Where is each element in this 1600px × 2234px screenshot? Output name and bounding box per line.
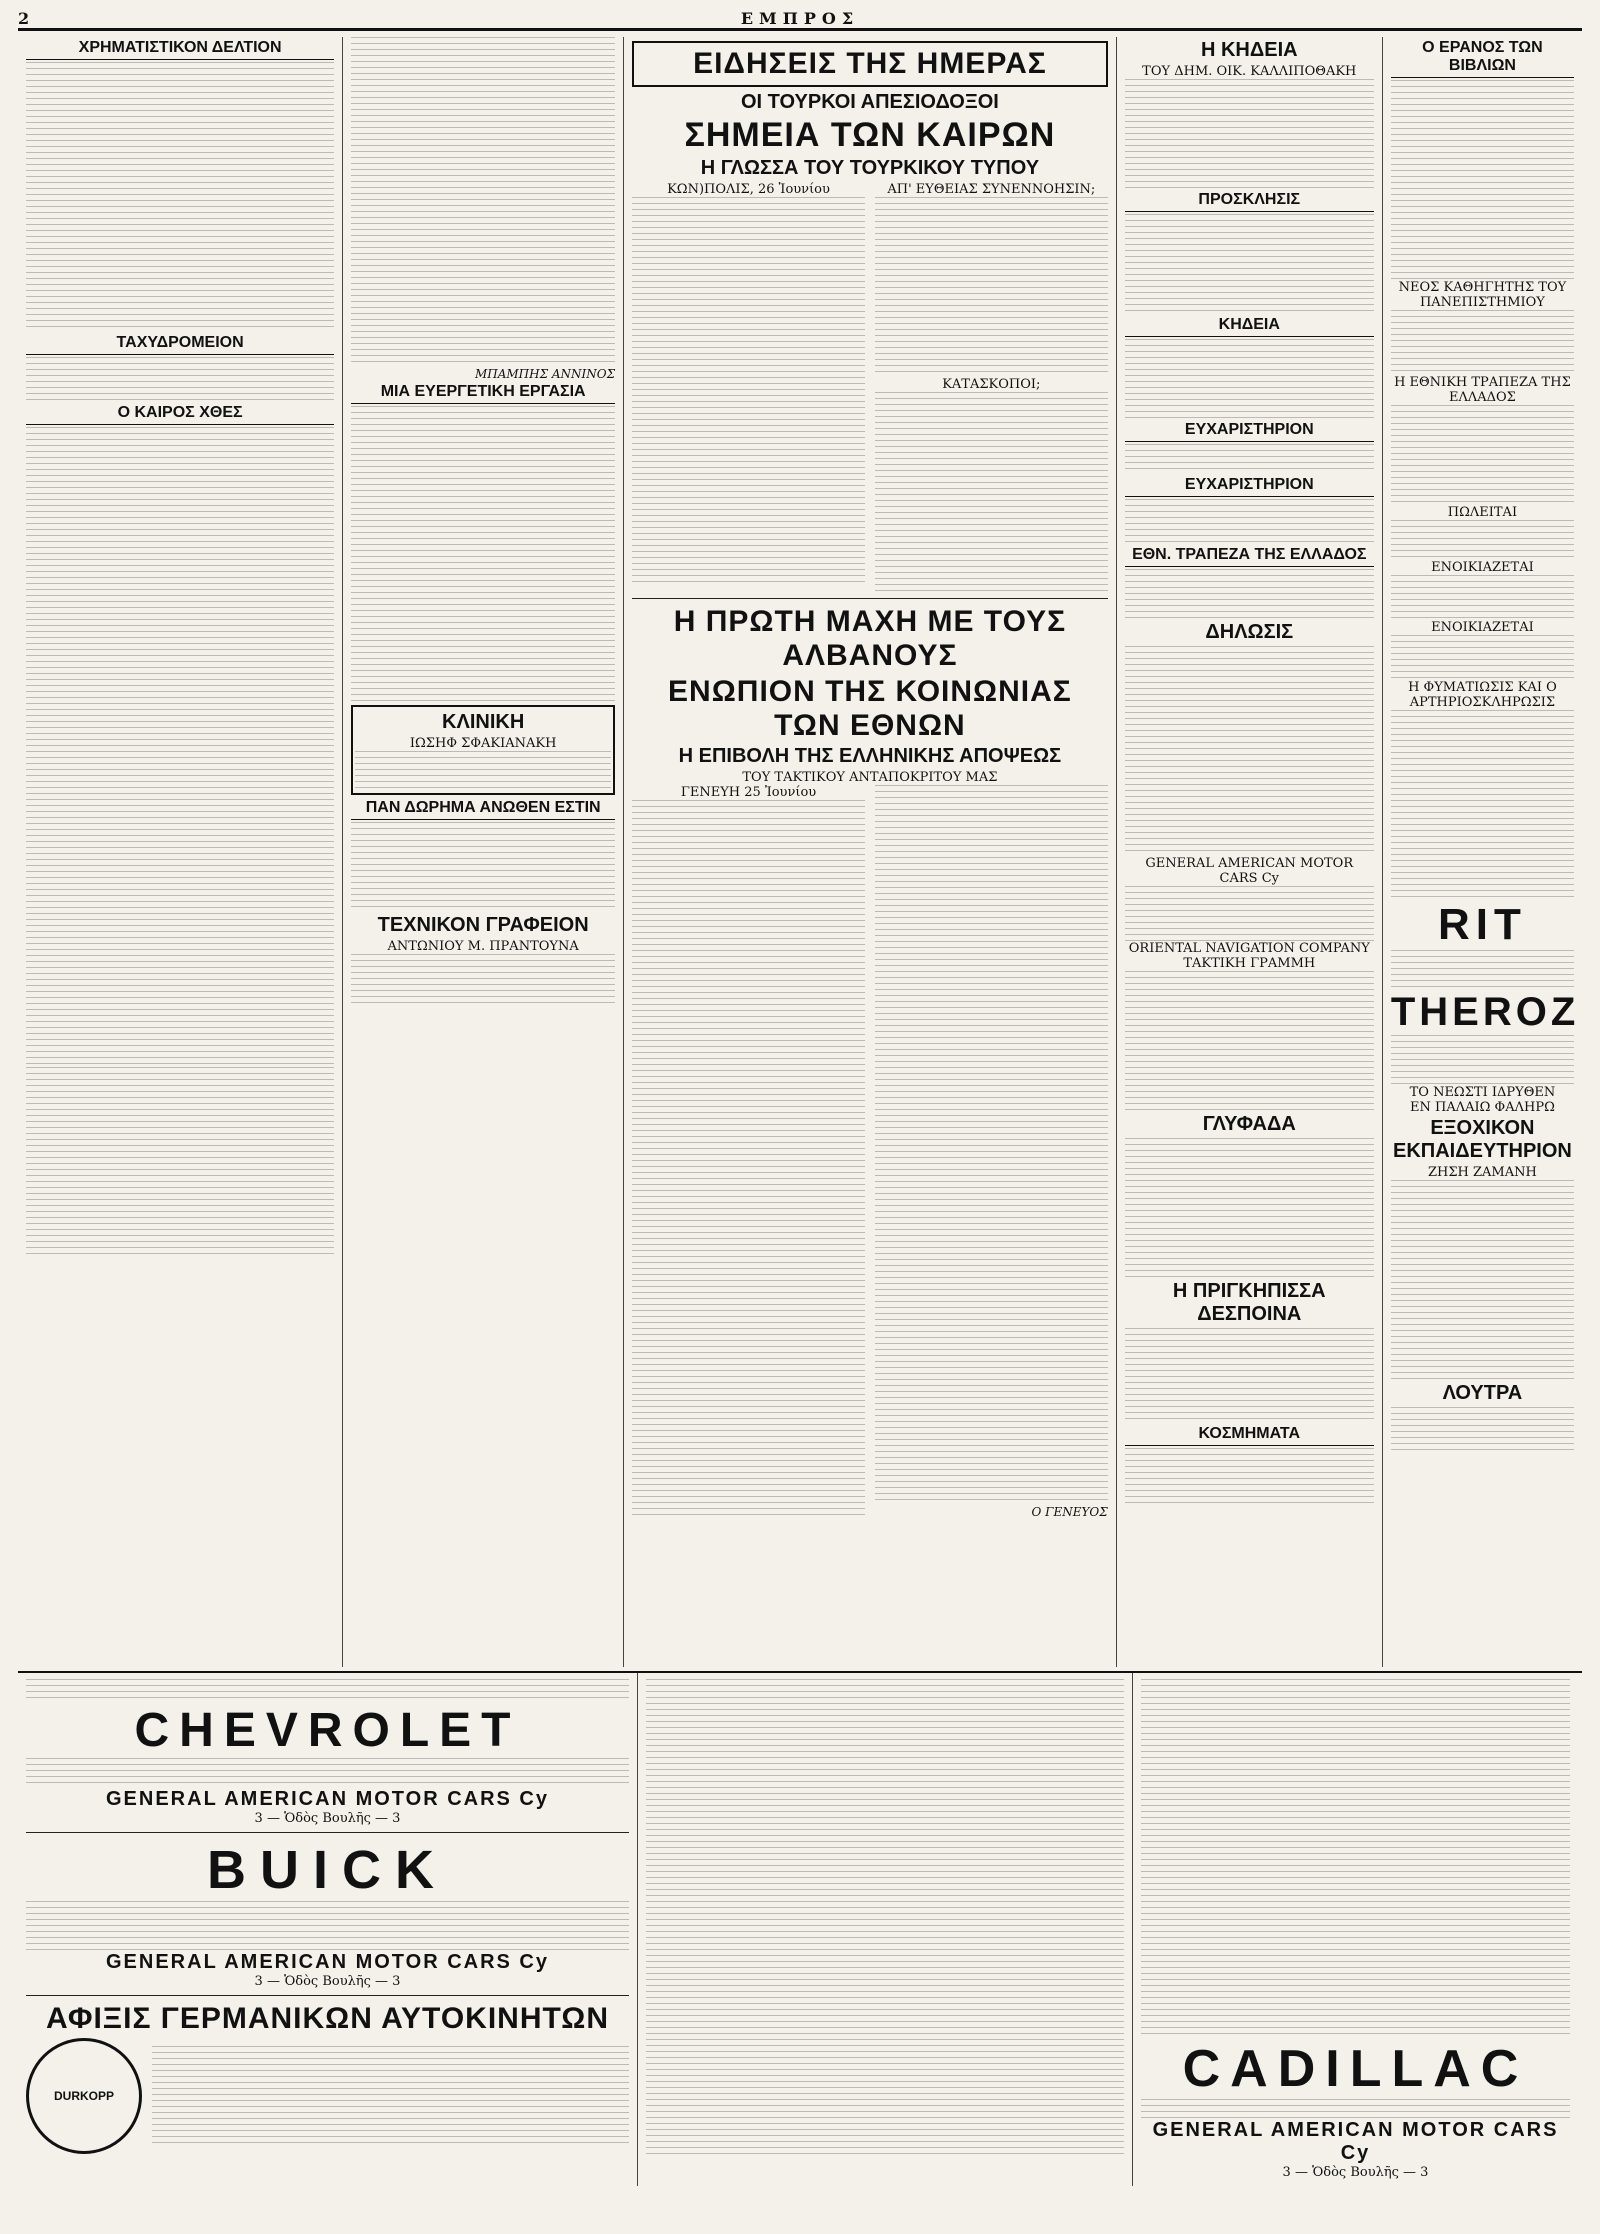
gam-ad-1: GENERAL AMERICAN MOTOR CARS Cy (106, 1788, 549, 1810)
column-a (343, 37, 624, 1667)
nations-heading: ΕΝΩΠΙΟΝ ΤΗΣ ΚΟΙΝΩΝΙΑΣ ΤΩΝ ΕΘΝΩΝ (668, 675, 1072, 742)
zamani-heading: ΖΗΣΗ ΖΑΜΑΝΗ (1427, 1165, 1537, 1180)
addr-1: 3 — Ὁδὸς Βουλῆς — 3 (254, 1811, 401, 1826)
kideia2-heading: ΚΗΔΕΙΑ (1125, 316, 1374, 337)
enoik1-heading: ΕΝΟΙΚΙΑΖΕΤΑΙ (1431, 560, 1534, 575)
masthead (18, 8, 1582, 31)
kideia-sub: ΤΟΥ ΔΗΜ. ΟΙΚ. ΚΑΛΛΙΠΟΘΑΚΗ (1142, 64, 1357, 79)
bank-heading: ΕΘΝ. ΤΡΑΠΕΖΑ ΤΗΣ ΕΛΛΑΔΟΣ (1125, 546, 1374, 567)
columns (18, 37, 1582, 1667)
page-number: 2 (18, 8, 30, 28)
addr-2: 3 — Ὁδὸς Βουλῆς — 3 (254, 1974, 401, 1989)
kliniki-heading: ΚΛΙΝΙΚΗ (442, 711, 525, 733)
enoik2-heading: ΕΝΟΙΚΙΑΖΕΤΑΙ (1431, 620, 1534, 635)
news-banner: ΕΙΔΗΣΕΙΣ ΤΗΣ ΗΜΕΡΑΣ (632, 41, 1108, 87)
signs-heading: ΣΗΜΕΙΑ ΤΩΝ ΚΑΙΡΩΝ (684, 116, 1056, 154)
taktiki-heading: ΤΑΚΤΙΚΗ ΓΡΑΜΜΗ (1183, 956, 1316, 971)
column-c (1383, 37, 1582, 1667)
direct-heading: ΑΠ' ΕΥΘΕΙΑΣ ΣΥΝΕΝΝΟΗΣΙΝ; (887, 182, 1096, 197)
kosmimata-heading: ΚΟΣΜΗΜΑΤΑ (1125, 1425, 1374, 1446)
fymatiosis-heading: Η ΦΥΜΑΤΙΩΣΙΣ ΚΑΙ Ο ΑΡΤΗΡΙΟΣΚΛΗΡΩΣΙΣ (1408, 680, 1557, 710)
oriental-heading: ORIENTAL NAVIGATION COMPANY (1128, 941, 1370, 956)
techniko-heading: ΤΕΧΝΙΚΟΝ ΓΡΑΦΕΙΟΝ (377, 914, 589, 936)
glyfada-heading: ΓΛΥΦΑΔΑ (1202, 1113, 1296, 1135)
post-heading: ΤΑΧΥΔΡΟΜΕΙΟΝ (26, 334, 334, 355)
cadillac-block (1133, 1673, 1578, 2186)
eux1-heading: ΕΥΧΑΡΙΣΤΗΡΙΟΝ (1125, 421, 1374, 442)
kideia-heading: Η ΚΗΔΕΙΑ (1200, 39, 1298, 61)
doctor-name: ΙΩΣΗΦ ΣΦΑΚΙΑΝΑΚΗ (409, 736, 557, 751)
column-news (624, 37, 1117, 1667)
architect-name: ΑΝΤΩΝΙΟΥ Μ. ΠΡΑΝΤΟΥΝΑ (387, 939, 579, 954)
turks-heading: ΟΙ ΤΟΥΡΚΟΙ ΑΠΕΣΙΟΔΟΞΟΙ (740, 91, 999, 113)
bottom-ads (18, 1671, 1582, 2186)
loutra-heading: ΛΟΥΤΡΑ (1442, 1382, 1523, 1404)
exoxikon-heading: ΕΞΟΧΙΚΟΝ ΕΚΠΑΙΔΕΥΤΗΡΙΟΝ (1393, 1117, 1572, 1162)
eux2-heading: ΕΥΧΑΡΙΣΤΗΡΙΟΝ (1125, 476, 1374, 497)
weather-heading: Ο ΚΑΙΡΟΣ ΧΘΕΣ (26, 404, 334, 425)
chevrolet-ad: CHEVROLET (134, 1704, 521, 1757)
greek-view-heading: Η ΕΠΙΒΟΛΗ ΤΗΣ ΕΛΛΗΝΙΚΗΣ ΑΠΟΨΕΩΣ (678, 745, 1062, 767)
gam-ad-2: GENERAL AMERICAN MOTOR CARS Cy (106, 1951, 549, 1973)
paper-title: ΕΜΠΡΟΣ (740, 8, 860, 28)
buick-ad: BUICK (207, 1840, 448, 1900)
ethniki-heading: Η ΕΘΝΙΚΗ ΤΡΑΠΕΖΑ ΤΗΣ ΕΛΛΑΔΟΣ (1394, 375, 1571, 405)
neosti-heading: ΤΟ ΝΕΩΣΤΙ ΙΔΡΥΘΕΝ (1409, 1085, 1556, 1100)
byline: ΤΟΥ ΤΑΚΤΙΚΟΥ ΑΝΤΑΠΟΚΡΙΤΟΥ ΜΑΣ (742, 770, 998, 785)
durkopp-logo: DURKOPP (26, 2038, 142, 2154)
eranos-heading: Ο ΕΡΑΝΟΣ ΤΩΝ ΒΙΒΛΙΩΝ (1391, 39, 1574, 78)
dateline-geneva: ΓΕΝΕΥΗ 25 Ἰουνίου (680, 785, 817, 800)
polites-heading: ΠΩΛΕΙΤΑΙ (1447, 505, 1518, 520)
rit-ad: RIT (1437, 900, 1527, 949)
dilosis-heading: ΔΗΛΩΣΙΣ (1205, 621, 1294, 643)
prigkip-heading: Η ΠΡΙΓΚΗΠΙΣΣΑ ΔΕΣΠΟΙΝΑ (1172, 1280, 1326, 1325)
annino-signature: ΜΠΑΜΠΗΣ ΑΝΝΙΝΟΣ (474, 367, 616, 381)
ergasia-heading: ΜΙΑ ΕΥΕΡΓΕΤΙΚΗ ΕΡΓΑΣΙΑ (351, 383, 615, 404)
market-heading: ΧΡΗΜΑΤΙΣΤΙΚΟΝ ΔΕΛΤΙΟΝ (26, 39, 334, 60)
anthos-heading: ΠΑΝ ΔΩΡΗΜΑ ΑΝΩΘΕΝ ΕΣΤΙΝ (351, 799, 615, 820)
press-heading: Η ΓΛΩΣΣΑ ΤΟΥ ΤΟΥΡΚΙΚΟΥ ΤΥΠΟΥ (700, 157, 1040, 179)
gam-ad-3: GENERAL AMERICAN MOTOR CARS Cy (1152, 2119, 1559, 2164)
battle-heading: Η ΠΡΩΤΗ ΜΑΧΗ ΜΕ ΤΟΥΣ ΑΛΒΑΝΟΥΣ (673, 605, 1067, 672)
theroz-ad: THEROZ (1390, 990, 1580, 1034)
column-b (1117, 37, 1383, 1667)
gam-small: GENERAL AMERICAN MOTOR CARS Cy (1145, 856, 1354, 886)
spies-heading: ΚΑΤΑΣΚΟΠΟΙ; (942, 377, 1041, 392)
faliro-heading: ΕΝ ΠΑΛΑΙΩ ΦΑΛΗΡΩ (1410, 1100, 1555, 1115)
kathigitis-heading: ΝΕΟΣ ΚΑΘΗΓΗΤΗΣ ΤΟΥ ΠΑΝΕΠΙΣΤΗΜΙΟΥ (1398, 280, 1567, 310)
geneva-signature: Ο ΓΕΝΕΥΟΣ (1031, 1505, 1108, 1519)
car-ads (18, 1673, 638, 2186)
dateline-kpolis: ΚΩΝ)ΠΟΛΙΣ, 26 Ἰουνίου (667, 182, 830, 197)
cadillac-ad: CADILLAC (1182, 2040, 1529, 2098)
addr-3: 3 — Ὁδὸς Βουλῆς — 3 (1282, 2165, 1429, 2180)
column-market (18, 37, 343, 1667)
proskl-heading: ΠΡΟΣΚΛΗΣΙΣ (1125, 191, 1374, 212)
german-cars-heading: ΑΦΙΞΙΣ ΓΕΡΜΑΝΙΚΩΝ ΑΥΤΟΚΙΝΗΤΩΝ (45, 2002, 609, 2035)
